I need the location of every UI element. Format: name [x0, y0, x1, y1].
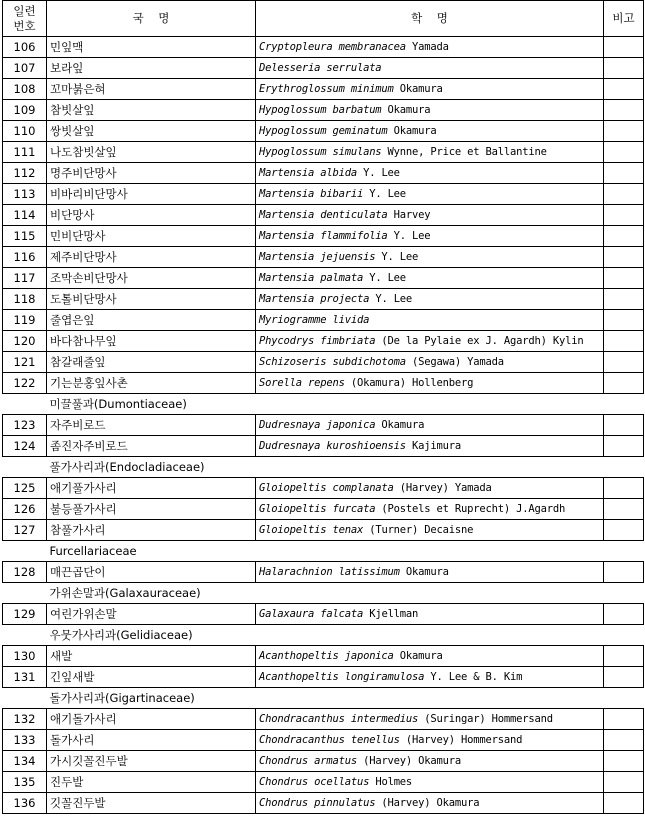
- korean-name-cell: 진두발: [47, 772, 256, 793]
- table-row: [3, 436, 644, 457]
- scientific-binomial: Gloiopeltis furcata: [259, 502, 376, 515]
- remarks-cell: [604, 247, 644, 268]
- korean-name-cell: 여린가위손말: [47, 604, 256, 625]
- scientific-name-cell: [256, 205, 604, 226]
- korean-name-cell: 줄엽은잎: [47, 310, 256, 331]
- scientific-authority: Y. Lee: [387, 229, 431, 242]
- serial-number-cell: 123: [3, 415, 47, 436]
- scientific-authority: (Harvey) Hommersand: [399, 733, 523, 746]
- family-heading-row: [3, 688, 644, 709]
- serial-number-cell: 133: [3, 730, 47, 751]
- scientific-name-cell: [256, 79, 604, 100]
- scientific-authority: Okamura: [375, 418, 425, 431]
- remarks-cell: [604, 310, 644, 331]
- serial-number-cell: 107: [3, 58, 47, 79]
- serial-number-cell: 109: [3, 100, 47, 121]
- family-heading-row: [3, 583, 644, 604]
- table-row: [3, 142, 644, 163]
- remarks-cell: [604, 562, 644, 583]
- scientific-binomial: Dudresnaya japonica: [259, 418, 376, 431]
- scientific-name-cell: [256, 667, 604, 688]
- korean-name-cell: 명주비단망사: [47, 163, 256, 184]
- scientific-authority: (Suringar) Hommersand: [418, 712, 553, 725]
- korean-name-cell: 새발: [47, 646, 256, 667]
- remarks-cell: [604, 772, 644, 793]
- scientific-name-cell: [256, 100, 604, 121]
- remarks-cell: [604, 604, 644, 625]
- table-row: [3, 352, 644, 373]
- scientific-authority: Y. Lee: [363, 187, 406, 200]
- remarks-cell: [604, 331, 644, 352]
- table-row: [3, 646, 644, 667]
- header-remarks: 비고: [604, 1, 644, 37]
- table-row: [3, 226, 644, 247]
- serial-number-cell: 111: [3, 142, 47, 163]
- scientific-binomial: Sorella repens: [259, 376, 345, 389]
- scientific-binomial: Hypoglossum simulans: [259, 145, 382, 158]
- scientific-name-cell: [256, 142, 604, 163]
- family-heading: 우뭇가사리과(Gelidiaceae): [47, 625, 644, 646]
- table-row: [3, 121, 644, 142]
- scientific-binomial: Martensia projecta: [259, 292, 370, 305]
- scientific-binomial: Martensia albida: [259, 166, 357, 179]
- remarks-cell: [604, 520, 644, 541]
- serial-number-cell: 119: [3, 310, 47, 331]
- remarks-cell: [604, 289, 644, 310]
- scientific-binomial: Chondrus pinnulatus: [259, 796, 376, 809]
- remarks-cell: [604, 268, 644, 289]
- serial-number-cell: 128: [3, 562, 47, 583]
- scientific-binomial: Martensia jejuensis: [259, 250, 376, 263]
- family-heading-row: [3, 625, 644, 646]
- scientific-name-cell: [256, 499, 604, 520]
- scientific-binomial: Acanthopeltis longiramulosa: [259, 670, 425, 683]
- table-row: [3, 310, 644, 331]
- scientific-name-cell: [256, 310, 604, 331]
- table-row: [3, 289, 644, 310]
- scientific-binomial: Hypoglossum barbatum: [259, 103, 382, 116]
- serial-number-cell: 114: [3, 205, 47, 226]
- scientific-binomial: Myriogramme livida: [259, 313, 370, 326]
- scientific-name-cell: [256, 520, 604, 541]
- korean-name-cell: 기는분홍잎사촌: [47, 373, 256, 394]
- remarks-cell: [604, 37, 644, 58]
- family-heading: 미끌풀과(Dumontiaceae): [47, 394, 644, 415]
- remarks-cell: [604, 142, 644, 163]
- korean-name-cell: 불등풀가사리: [47, 499, 256, 520]
- scientific-name-cell: [256, 247, 604, 268]
- serial-number-cell: 115: [3, 226, 47, 247]
- scientific-binomial: Delesseria serrulata: [259, 61, 382, 74]
- remarks-cell: [604, 205, 644, 226]
- serial-number-cell: 126: [3, 499, 47, 520]
- scientific-authority: (Turner) Decaisne: [363, 523, 474, 536]
- scientific-name-cell: [256, 562, 604, 583]
- scientific-name-cell: [256, 772, 604, 793]
- scientific-name-cell: [256, 478, 604, 499]
- serial-number-cell: 112: [3, 163, 47, 184]
- serial-number-cell: 135: [3, 772, 47, 793]
- header-serial-number: [3, 1, 47, 37]
- korean-name-cell: 제주비단망사: [47, 247, 256, 268]
- serial-number-cell: 124: [3, 436, 47, 457]
- remarks-cell: [604, 79, 644, 100]
- scientific-binomial: Martensia flammifolia: [259, 229, 388, 242]
- remarks-cell: [604, 373, 644, 394]
- scientific-binomial: Erythroglossum minimum: [259, 82, 394, 95]
- scientific-name-cell: [256, 751, 604, 772]
- family-heading-spacer: [3, 583, 47, 604]
- korean-name-cell: 쌍빗살잎: [47, 121, 256, 142]
- header-serial-line2: 번호: [13, 18, 36, 33]
- scientific-binomial: Martensia denticulata: [259, 208, 388, 221]
- table-row: [3, 247, 644, 268]
- korean-name-cell: 돌가사리: [47, 730, 256, 751]
- scientific-binomial: Phycodrys fimbriata: [259, 334, 376, 347]
- table-row: [3, 499, 644, 520]
- table-row: [3, 373, 644, 394]
- scientific-name-cell: [256, 289, 604, 310]
- scientific-authority: Kajimura: [405, 439, 462, 452]
- scientific-authority: Holmes: [369, 775, 413, 788]
- scientific-authority: Okamura: [399, 565, 449, 578]
- table-row: [3, 520, 644, 541]
- scientific-authority: Wynne, Price et Ballantine: [381, 145, 547, 158]
- family-heading-spacer: [3, 394, 47, 415]
- family-heading-spacer: [3, 625, 47, 646]
- serial-number-cell: 108: [3, 79, 47, 100]
- scientific-authority: (De la Pylaie ex J. Agardh) Kylin: [375, 334, 584, 347]
- serial-number-cell: 106: [3, 37, 47, 58]
- family-heading-spacer: [3, 688, 47, 709]
- serial-number-cell: 132: [3, 709, 47, 730]
- remarks-cell: [604, 793, 644, 814]
- table-row: [3, 604, 644, 625]
- korean-name-cell: 애기돌가사리: [47, 709, 256, 730]
- scientific-authority: Kjellman: [363, 607, 419, 620]
- table-row: [3, 562, 644, 583]
- remarks-cell: [604, 121, 644, 142]
- remarks-cell: [604, 478, 644, 499]
- scientific-authority: Yamada: [405, 40, 449, 53]
- scientific-authority: Y. Lee: [356, 166, 400, 179]
- header-scientific-name: 학 명: [256, 1, 604, 37]
- korean-name-cell: 비바리비단망사: [47, 184, 256, 205]
- serial-number-cell: 121: [3, 352, 47, 373]
- korean-name-cell: 참갈래줄잎: [47, 352, 256, 373]
- serial-number-cell: 116: [3, 247, 47, 268]
- korean-name-cell: 꼬마붉은혀: [47, 79, 256, 100]
- header-korean-name: 국 명: [47, 1, 256, 37]
- remarks-cell: [604, 58, 644, 79]
- table-row: [3, 667, 644, 688]
- header-serial-line1: 일련: [13, 3, 36, 18]
- scientific-name-cell: [256, 163, 604, 184]
- scientific-name-cell: [256, 226, 604, 247]
- table-row: [3, 58, 644, 79]
- scientific-binomial: Galaxaura falcata: [259, 607, 364, 620]
- scientific-binomial: Chondrus ocellatus: [259, 775, 370, 788]
- family-heading-row: [3, 394, 644, 415]
- table-row: [3, 415, 644, 436]
- remarks-cell: [604, 226, 644, 247]
- table-body: [3, 37, 644, 814]
- remarks-cell: [604, 352, 644, 373]
- table-row: [3, 772, 644, 793]
- scientific-name-cell: [256, 373, 604, 394]
- scientific-name-cell: [256, 709, 604, 730]
- scientific-name-cell: [256, 37, 604, 58]
- scientific-binomial: Hypoglossum geminatum: [259, 124, 388, 137]
- scientific-binomial: Martensia bibarii: [259, 187, 364, 200]
- scientific-binomial: Martensia palmata: [259, 271, 364, 284]
- korean-name-cell: 매끈곱단이: [47, 562, 256, 583]
- table-row: [3, 163, 644, 184]
- header-row: [3, 1, 644, 37]
- table-row: [3, 100, 644, 121]
- scientific-authority: (Postels et Ruprecht) J.Agardh: [375, 502, 566, 515]
- scientific-authority: Y. Lee: [369, 292, 413, 305]
- scientific-name-cell: [256, 730, 604, 751]
- remarks-cell: [604, 667, 644, 688]
- remarks-cell: [604, 499, 644, 520]
- serial-number-cell: 131: [3, 667, 47, 688]
- korean-name-cell: 자주비로드: [47, 415, 256, 436]
- table-row: [3, 79, 644, 100]
- korean-name-cell: 참빗살잎: [47, 100, 256, 121]
- family-heading: 돌가사리과(Gigartinaceae): [47, 688, 644, 709]
- family-heading-row: [3, 457, 644, 478]
- remarks-cell: [604, 751, 644, 772]
- serial-number-cell: 118: [3, 289, 47, 310]
- family-heading: 풀가사리과(Endocladiaceae): [47, 457, 644, 478]
- scientific-name-cell: [256, 58, 604, 79]
- scientific-authority: Okamura: [381, 103, 431, 116]
- scientific-authority: (Harvey) Okamura: [375, 796, 480, 809]
- table-header: [3, 1, 644, 37]
- korean-name-cell: 보라잎: [47, 58, 256, 79]
- serial-number-cell: 110: [3, 121, 47, 142]
- table-row: [3, 730, 644, 751]
- korean-name-cell: 조막손비단망사: [47, 268, 256, 289]
- scientific-binomial: Chondracanthus intermedius: [259, 712, 419, 725]
- scientific-binomial: Acanthopeltis japonica: [259, 649, 394, 662]
- remarks-cell: [604, 100, 644, 121]
- remarks-cell: [604, 184, 644, 205]
- korean-name-cell: 애기풀가사리: [47, 478, 256, 499]
- scientific-name-cell: [256, 121, 604, 142]
- korean-name-cell: 긴잎새발: [47, 667, 256, 688]
- species-list-table: [2, 0, 644, 814]
- table-row: [3, 331, 644, 352]
- table-row: [3, 709, 644, 730]
- family-heading: 가위손말과(Galaxauraceae): [47, 583, 644, 604]
- serial-number-cell: 136: [3, 793, 47, 814]
- korean-name-cell: 좀진자주비로드: [47, 436, 256, 457]
- serial-number-cell: 125: [3, 478, 47, 499]
- scientific-authority: (Harvey) Yamada: [393, 481, 492, 494]
- family-heading-spacer: [3, 541, 47, 562]
- scientific-authority: Okamura: [393, 649, 443, 662]
- serial-number-cell: 122: [3, 373, 47, 394]
- scientific-name-cell: [256, 184, 604, 205]
- scientific-name-cell: [256, 793, 604, 814]
- scientific-name-cell: [256, 436, 604, 457]
- family-heading-spacer: [3, 457, 47, 478]
- scientific-authority: (Okamura) Hollenberg: [344, 376, 474, 389]
- scientific-binomial: Chondrus armatus: [259, 754, 357, 767]
- korean-name-cell: 민비단망사: [47, 226, 256, 247]
- korean-name-cell: 참풀가사리: [47, 520, 256, 541]
- remarks-cell: [604, 646, 644, 667]
- scientific-authority: Y. Lee & B. Kim: [424, 670, 523, 683]
- korean-name-cell: 가시깃꼴진두발: [47, 751, 256, 772]
- korean-name-cell: 깃꼴진두발: [47, 793, 256, 814]
- scientific-binomial: Halarachnion latissimum: [259, 565, 400, 578]
- scientific-authority: Y. Lee: [375, 250, 419, 263]
- serial-number-cell: 130: [3, 646, 47, 667]
- scientific-authority: Okamura: [393, 82, 443, 95]
- scientific-binomial: Gloiopeltis tenax: [259, 523, 364, 536]
- korean-name-cell: 비단망사: [47, 205, 256, 226]
- scientific-binomial: Dudresnaya kuroshioensis: [259, 439, 406, 452]
- remarks-cell: [604, 163, 644, 184]
- scientific-name-cell: [256, 331, 604, 352]
- scientific-name-cell: [256, 646, 604, 667]
- serial-number-cell: 120: [3, 331, 47, 352]
- scientific-name-cell: [256, 268, 604, 289]
- scientific-authority: (Segawa) Yamada: [405, 355, 504, 368]
- scientific-binomial: Gloiopeltis complanata: [259, 481, 394, 494]
- korean-name-cell: 나도참빗살잎: [47, 142, 256, 163]
- remarks-cell: [604, 415, 644, 436]
- scientific-binomial: Chondracanthus tenellus: [259, 733, 400, 746]
- scientific-authority: (Harvey) Okamura: [356, 754, 462, 767]
- scientific-authority: Y. Lee: [363, 271, 406, 284]
- korean-name-cell: 도톨비단망사: [47, 289, 256, 310]
- serial-number-cell: 129: [3, 604, 47, 625]
- table-row: [3, 751, 644, 772]
- remarks-cell: [604, 709, 644, 730]
- scientific-binomial: Cryptopleura membranacea: [259, 40, 406, 53]
- family-heading-row: [3, 541, 644, 562]
- serial-number-cell: 134: [3, 751, 47, 772]
- table-row: [3, 184, 644, 205]
- table-row: [3, 37, 644, 58]
- table-row: [3, 478, 644, 499]
- remarks-cell: [604, 436, 644, 457]
- family-heading: Furcellariaceae: [47, 541, 644, 562]
- korean-name-cell: 민잎맥: [47, 37, 256, 58]
- scientific-name-cell: [256, 415, 604, 436]
- korean-name-cell: 바다참나무잎: [47, 331, 256, 352]
- scientific-authority: Harvey: [387, 208, 431, 221]
- scientific-name-cell: [256, 604, 604, 625]
- serial-number-cell: 113: [3, 184, 47, 205]
- table-row: [3, 268, 644, 289]
- serial-number-cell: 127: [3, 520, 47, 541]
- remarks-cell: [604, 730, 644, 751]
- scientific-name-cell: [256, 352, 604, 373]
- table-row: [3, 205, 644, 226]
- scientific-binomial: Schizoseris subdichotoma: [259, 355, 406, 368]
- serial-number-cell: 117: [3, 268, 47, 289]
- scientific-authority: Okamura: [387, 124, 437, 137]
- table-row: [3, 793, 644, 814]
